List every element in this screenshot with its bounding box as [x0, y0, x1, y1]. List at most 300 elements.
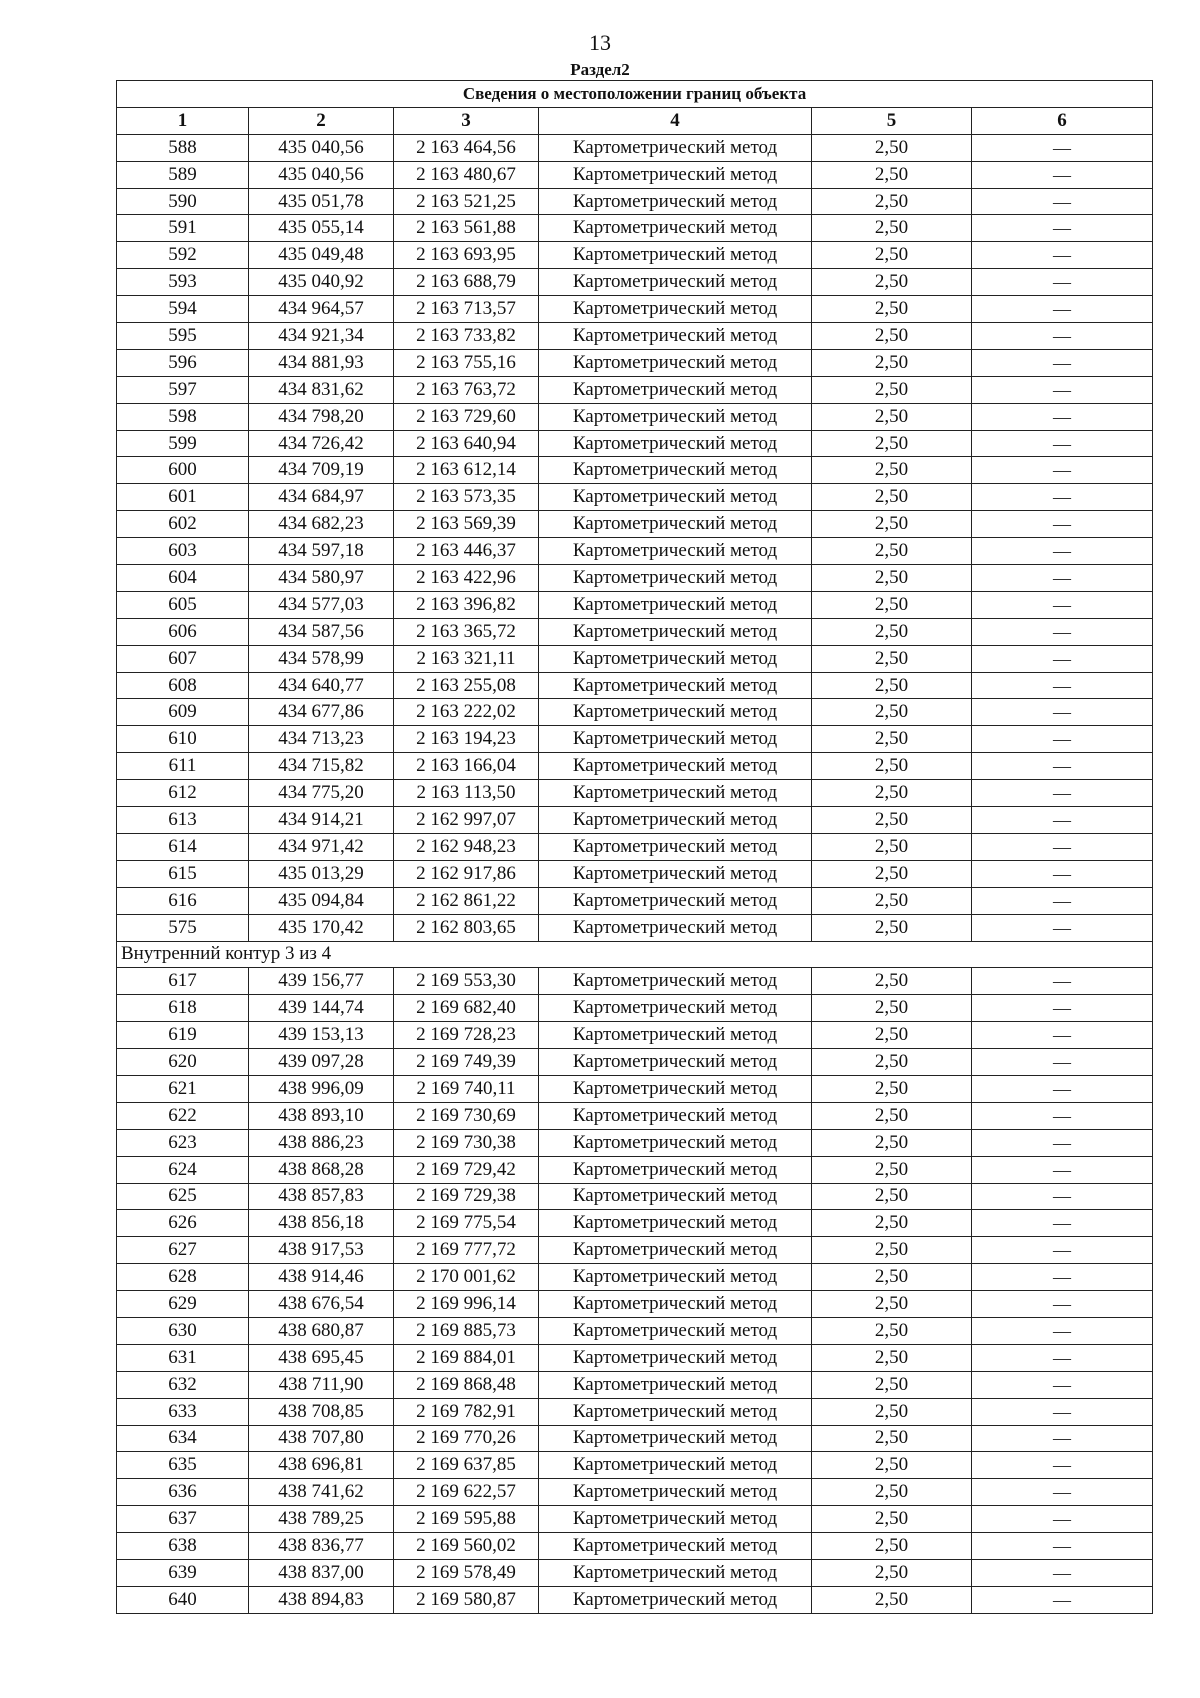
point-number-cell: 624 — [117, 1156, 249, 1183]
point-number-cell: 636 — [117, 1479, 249, 1506]
description-cell: — — [972, 807, 1153, 834]
method-cell: Картометрический метод — [539, 1317, 812, 1344]
table-row — [117, 1371, 1153, 1398]
x-coordinate-cell: 434 798,20 — [249, 403, 394, 430]
table-row — [117, 1398, 1153, 1425]
point-number-cell: 622 — [117, 1102, 249, 1129]
section-label: Раздел2 — [570, 60, 630, 79]
method-cell: Картометрический метод — [539, 269, 812, 296]
accuracy-cell: 2,50 — [812, 188, 972, 215]
accuracy-cell: 2,50 — [812, 860, 972, 887]
accuracy-cell: 2,50 — [812, 726, 972, 753]
x-coordinate-cell: 438 695,45 — [249, 1344, 394, 1371]
x-coordinate-cell: 438 886,23 — [249, 1129, 394, 1156]
description-cell: — — [972, 1049, 1153, 1076]
y-coordinate-cell: 2 169 595,88 — [394, 1506, 539, 1533]
description-cell: — — [972, 1237, 1153, 1264]
description-cell: — — [972, 134, 1153, 161]
method-cell: Картометрический метод — [539, 995, 812, 1022]
description-cell: — — [972, 538, 1153, 565]
x-coordinate-cell: 435 170,42 — [249, 914, 394, 941]
point-number-cell: 630 — [117, 1317, 249, 1344]
table-row — [117, 565, 1153, 592]
y-coordinate-cell: 2 163 688,79 — [394, 269, 539, 296]
y-coordinate-cell: 2 169 580,87 — [394, 1586, 539, 1613]
x-coordinate-cell: 439 156,77 — [249, 968, 394, 995]
table-row — [117, 699, 1153, 726]
column-header: 6 — [972, 107, 1153, 134]
column-header: 2 — [249, 107, 394, 134]
x-coordinate-cell: 438 914,46 — [249, 1264, 394, 1291]
y-coordinate-cell: 2 163 194,23 — [394, 726, 539, 753]
point-number-cell: 602 — [117, 511, 249, 538]
x-coordinate-cell: 435 040,56 — [249, 134, 394, 161]
accuracy-cell: 2,50 — [812, 914, 972, 941]
x-coordinate-cell: 439 097,28 — [249, 1049, 394, 1076]
description-cell: — — [972, 349, 1153, 376]
method-cell: Картометрический метод — [539, 645, 812, 672]
y-coordinate-cell: 2 169 578,49 — [394, 1559, 539, 1586]
point-number-cell: 604 — [117, 565, 249, 592]
method-cell: Картометрический метод — [539, 1533, 812, 1560]
y-coordinate-cell: 2 169 553,30 — [394, 968, 539, 995]
point-number-cell: 606 — [117, 618, 249, 645]
method-cell: Картометрический метод — [539, 161, 812, 188]
point-number-cell: 596 — [117, 349, 249, 376]
description-cell: — — [972, 161, 1153, 188]
method-cell: Картометрический метод — [539, 215, 812, 242]
table-row — [117, 269, 1153, 296]
y-coordinate-cell: 2 163 422,96 — [394, 565, 539, 592]
column-header: 3 — [394, 107, 539, 134]
point-number-cell: 605 — [117, 591, 249, 618]
x-coordinate-cell: 435 094,84 — [249, 887, 394, 914]
x-coordinate-cell: 434 597,18 — [249, 538, 394, 565]
description-cell: — — [972, 591, 1153, 618]
point-number-cell: 627 — [117, 1237, 249, 1264]
accuracy-cell: 2,50 — [812, 995, 972, 1022]
table-row — [117, 914, 1153, 941]
x-coordinate-cell: 438 894,83 — [249, 1586, 394, 1613]
table-row — [117, 780, 1153, 807]
x-coordinate-cell: 435 055,14 — [249, 215, 394, 242]
y-coordinate-cell: 2 163 166,04 — [394, 753, 539, 780]
table-caption: Сведения о местоположении границ объекта — [117, 81, 1153, 108]
description-cell: — — [972, 914, 1153, 941]
method-cell: Картометрический метод — [539, 833, 812, 860]
method-cell: Картометрический метод — [539, 565, 812, 592]
y-coordinate-cell: 2 163 729,60 — [394, 403, 539, 430]
x-coordinate-cell: 434 831,62 — [249, 376, 394, 403]
description-cell: — — [972, 699, 1153, 726]
table-row — [117, 1129, 1153, 1156]
y-coordinate-cell: 2 163 446,37 — [394, 538, 539, 565]
method-cell: Картометрический метод — [539, 1264, 812, 1291]
point-number-cell: 612 — [117, 780, 249, 807]
y-coordinate-cell: 2 169 884,01 — [394, 1344, 539, 1371]
method-cell: Картометрический метод — [539, 403, 812, 430]
description-cell: — — [972, 1317, 1153, 1344]
point-number-cell: 595 — [117, 323, 249, 350]
description-cell: — — [972, 1264, 1153, 1291]
point-number-cell: 617 — [117, 968, 249, 995]
point-number-cell: 639 — [117, 1559, 249, 1586]
accuracy-cell: 2,50 — [812, 968, 972, 995]
description-cell: — — [972, 484, 1153, 511]
description-cell: — — [972, 726, 1153, 753]
x-coordinate-cell: 438 707,80 — [249, 1425, 394, 1452]
x-coordinate-cell: 438 741,62 — [249, 1479, 394, 1506]
x-coordinate-cell: 434 640,77 — [249, 672, 394, 699]
table-row — [117, 1506, 1153, 1533]
x-coordinate-cell: 438 996,09 — [249, 1075, 394, 1102]
table-row — [117, 134, 1153, 161]
x-coordinate-cell: 438 917,53 — [249, 1237, 394, 1264]
accuracy-cell: 2,50 — [812, 699, 972, 726]
description-cell: — — [972, 1129, 1153, 1156]
accuracy-cell: 2,50 — [812, 538, 972, 565]
method-cell: Картометрический метод — [539, 699, 812, 726]
accuracy-cell: 2,50 — [812, 511, 972, 538]
accuracy-cell: 2,50 — [812, 591, 972, 618]
point-number-cell: 628 — [117, 1264, 249, 1291]
x-coordinate-cell: 434 709,19 — [249, 457, 394, 484]
x-coordinate-cell: 434 775,20 — [249, 780, 394, 807]
description-cell: — — [972, 403, 1153, 430]
table-row — [117, 376, 1153, 403]
x-coordinate-cell: 434 914,21 — [249, 807, 394, 834]
method-cell: Картометрический метод — [539, 1210, 812, 1237]
table-row — [117, 833, 1153, 860]
table-body — [117, 134, 1153, 1613]
y-coordinate-cell: 2 162 948,23 — [394, 833, 539, 860]
description-cell: — — [972, 457, 1153, 484]
column-header-row — [117, 107, 1153, 134]
y-coordinate-cell: 2 169 728,23 — [394, 1022, 539, 1049]
table-row — [117, 807, 1153, 834]
description-cell: — — [972, 1506, 1153, 1533]
x-coordinate-cell: 438 711,90 — [249, 1371, 394, 1398]
table-row — [117, 887, 1153, 914]
x-coordinate-cell: 438 856,18 — [249, 1210, 394, 1237]
y-coordinate-cell: 2 162 861,22 — [394, 887, 539, 914]
description-cell: — — [972, 1022, 1153, 1049]
table-row — [117, 1586, 1153, 1613]
table-row — [117, 1156, 1153, 1183]
y-coordinate-cell: 2 162 917,86 — [394, 860, 539, 887]
accuracy-cell: 2,50 — [812, 1425, 972, 1452]
point-number-cell: 629 — [117, 1291, 249, 1318]
y-coordinate-cell: 2 169 740,11 — [394, 1075, 539, 1102]
description-cell: — — [972, 1425, 1153, 1452]
description-cell: — — [972, 1075, 1153, 1102]
y-coordinate-cell: 2 162 803,65 — [394, 914, 539, 941]
description-cell: — — [972, 753, 1153, 780]
accuracy-cell: 2,50 — [812, 1237, 972, 1264]
x-coordinate-cell: 438 789,25 — [249, 1506, 394, 1533]
y-coordinate-cell: 2 163 763,72 — [394, 376, 539, 403]
x-coordinate-cell: 438 857,83 — [249, 1183, 394, 1210]
accuracy-cell: 2,50 — [812, 1264, 972, 1291]
table-row — [117, 1479, 1153, 1506]
table-row — [117, 538, 1153, 565]
y-coordinate-cell: 2 163 321,11 — [394, 645, 539, 672]
y-coordinate-cell: 2 163 464,56 — [394, 134, 539, 161]
y-coordinate-cell: 2 169 749,39 — [394, 1049, 539, 1076]
table-row — [117, 1022, 1153, 1049]
table-row — [117, 1533, 1153, 1560]
description-cell: — — [972, 1452, 1153, 1479]
point-number-cell: 614 — [117, 833, 249, 860]
point-number-cell: 610 — [117, 726, 249, 753]
x-coordinate-cell: 434 580,97 — [249, 565, 394, 592]
accuracy-cell: 2,50 — [812, 1586, 972, 1613]
point-number-cell: 613 — [117, 807, 249, 834]
y-coordinate-cell: 2 163 569,39 — [394, 511, 539, 538]
description-cell: — — [972, 1398, 1153, 1425]
accuracy-cell: 2,50 — [812, 753, 972, 780]
method-cell: Картометрический метод — [539, 1022, 812, 1049]
y-coordinate-cell: 2 163 396,82 — [394, 591, 539, 618]
y-coordinate-cell: 2 169 730,69 — [394, 1102, 539, 1129]
column-header: 5 — [812, 107, 972, 134]
point-number-cell: 608 — [117, 672, 249, 699]
table-row — [117, 242, 1153, 269]
point-number-cell: 620 — [117, 1049, 249, 1076]
point-number-cell: 590 — [117, 188, 249, 215]
x-coordinate-cell: 434 971,42 — [249, 833, 394, 860]
table-row — [117, 484, 1153, 511]
description-cell: — — [972, 323, 1153, 350]
method-cell: Картометрический метод — [539, 1291, 812, 1318]
point-number-cell: 638 — [117, 1533, 249, 1560]
accuracy-cell: 2,50 — [812, 780, 972, 807]
method-cell: Картометрический метод — [539, 914, 812, 941]
description-cell: — — [972, 269, 1153, 296]
table-row — [117, 323, 1153, 350]
accuracy-cell: 2,50 — [812, 1049, 972, 1076]
method-cell: Картометрический метод — [539, 511, 812, 538]
y-coordinate-cell: 2 163 113,50 — [394, 780, 539, 807]
contour-subheading-row — [117, 941, 1153, 968]
y-coordinate-cell: 2 169 775,54 — [394, 1210, 539, 1237]
table-row — [117, 968, 1153, 995]
y-coordinate-cell: 2 163 573,35 — [394, 484, 539, 511]
y-coordinate-cell: 2 169 777,72 — [394, 1237, 539, 1264]
accuracy-cell: 2,50 — [812, 1022, 972, 1049]
accuracy-cell: 2,50 — [812, 430, 972, 457]
method-cell: Картометрический метод — [539, 484, 812, 511]
description-cell: — — [972, 430, 1153, 457]
accuracy-cell: 2,50 — [812, 1075, 972, 1102]
y-coordinate-cell: 2 163 222,02 — [394, 699, 539, 726]
description-cell: — — [972, 1291, 1153, 1318]
point-number-cell: 616 — [117, 887, 249, 914]
accuracy-cell: 2,50 — [812, 1559, 972, 1586]
x-coordinate-cell: 438 893,10 — [249, 1102, 394, 1129]
accuracy-cell: 2,50 — [812, 134, 972, 161]
method-cell: Картометрический метод — [539, 1398, 812, 1425]
x-coordinate-cell: 434 715,82 — [249, 753, 394, 780]
description-cell: — — [972, 1479, 1153, 1506]
description-cell: — — [972, 860, 1153, 887]
y-coordinate-cell: 2 163 713,57 — [394, 296, 539, 323]
table-row — [117, 1291, 1153, 1318]
x-coordinate-cell: 434 577,03 — [249, 591, 394, 618]
description-cell: — — [972, 1210, 1153, 1237]
method-cell: Картометрический метод — [539, 376, 812, 403]
y-coordinate-cell: 2 169 729,42 — [394, 1156, 539, 1183]
description-cell: — — [972, 565, 1153, 592]
y-coordinate-cell: 2 163 733,82 — [394, 323, 539, 350]
accuracy-cell: 2,50 — [812, 1452, 972, 1479]
x-coordinate-cell: 439 144,74 — [249, 995, 394, 1022]
accuracy-cell: 2,50 — [812, 457, 972, 484]
method-cell: Картометрический метод — [539, 323, 812, 350]
method-cell: Картометрический метод — [539, 968, 812, 995]
point-number-cell: 633 — [117, 1398, 249, 1425]
y-coordinate-cell: 2 163 365,72 — [394, 618, 539, 645]
accuracy-cell: 2,50 — [812, 484, 972, 511]
y-coordinate-cell: 2 169 782,91 — [394, 1398, 539, 1425]
method-cell: Картометрический метод — [539, 1371, 812, 1398]
method-cell: Картометрический метод — [539, 1586, 812, 1613]
table-row — [117, 591, 1153, 618]
method-cell: Картометрический метод — [539, 430, 812, 457]
point-number-cell: 594 — [117, 296, 249, 323]
point-number-cell: 603 — [117, 538, 249, 565]
contour-subheading: Внутренний контур 3 из 4 — [117, 941, 1153, 968]
method-cell: Картометрический метод — [539, 457, 812, 484]
point-number-cell: 588 — [117, 134, 249, 161]
x-coordinate-cell: 435 040,92 — [249, 269, 394, 296]
point-number-cell: 597 — [117, 376, 249, 403]
point-number-cell: 637 — [117, 1506, 249, 1533]
x-coordinate-cell: 438 696,81 — [249, 1452, 394, 1479]
x-coordinate-cell: 434 713,23 — [249, 726, 394, 753]
accuracy-cell: 2,50 — [812, 1210, 972, 1237]
table-row — [117, 1075, 1153, 1102]
y-coordinate-cell: 2 170 001,62 — [394, 1264, 539, 1291]
table-row — [117, 511, 1153, 538]
method-cell: Картометрический метод — [539, 807, 812, 834]
y-coordinate-cell: 2 169 730,38 — [394, 1129, 539, 1156]
table-row — [117, 1452, 1153, 1479]
description-cell: — — [972, 1156, 1153, 1183]
column-header: 1 — [117, 107, 249, 134]
method-cell: Картометрический метод — [539, 296, 812, 323]
y-coordinate-cell: 2 169 996,14 — [394, 1291, 539, 1318]
table-row — [117, 1317, 1153, 1344]
x-coordinate-cell: 438 680,87 — [249, 1317, 394, 1344]
point-number-cell: 592 — [117, 242, 249, 269]
method-cell: Картометрический метод — [539, 1237, 812, 1264]
table-row — [117, 403, 1153, 430]
point-number-cell: 601 — [117, 484, 249, 511]
x-coordinate-cell: 434 677,86 — [249, 699, 394, 726]
accuracy-cell: 2,50 — [812, 1317, 972, 1344]
x-coordinate-cell: 434 726,42 — [249, 430, 394, 457]
table-row — [117, 1210, 1153, 1237]
x-coordinate-cell: 434 921,34 — [249, 323, 394, 350]
description-cell: — — [972, 780, 1153, 807]
accuracy-cell: 2,50 — [812, 833, 972, 860]
accuracy-cell: 2,50 — [812, 645, 972, 672]
y-coordinate-cell: 2 169 885,73 — [394, 1317, 539, 1344]
point-number-cell: 635 — [117, 1452, 249, 1479]
x-coordinate-cell: 434 964,57 — [249, 296, 394, 323]
x-coordinate-cell: 438 708,85 — [249, 1398, 394, 1425]
method-cell: Картометрический метод — [539, 1156, 812, 1183]
point-number-cell: 600 — [117, 457, 249, 484]
y-coordinate-cell: 2 169 560,02 — [394, 1533, 539, 1560]
point-number-cell: 634 — [117, 1425, 249, 1452]
method-cell: Картометрический метод — [539, 1559, 812, 1586]
description-cell: — — [972, 618, 1153, 645]
method-cell: Картометрический метод — [539, 887, 812, 914]
x-coordinate-cell: 435 051,78 — [249, 188, 394, 215]
table-row — [117, 860, 1153, 887]
x-coordinate-cell: 438 837,00 — [249, 1559, 394, 1586]
accuracy-cell: 2,50 — [812, 1129, 972, 1156]
x-coordinate-cell: 438 676,54 — [249, 1291, 394, 1318]
point-number-cell: 615 — [117, 860, 249, 887]
table-row — [117, 349, 1153, 376]
accuracy-cell: 2,50 — [812, 376, 972, 403]
point-number-cell: 618 — [117, 995, 249, 1022]
y-coordinate-cell: 2 163 693,95 — [394, 242, 539, 269]
accuracy-cell: 2,50 — [812, 618, 972, 645]
description-cell: — — [972, 672, 1153, 699]
accuracy-cell: 2,50 — [812, 1506, 972, 1533]
accuracy-cell: 2,50 — [812, 161, 972, 188]
x-coordinate-cell: 434 684,97 — [249, 484, 394, 511]
accuracy-cell: 2,50 — [812, 269, 972, 296]
x-coordinate-cell: 435 040,56 — [249, 161, 394, 188]
y-coordinate-cell: 2 169 729,38 — [394, 1183, 539, 1210]
description-cell: — — [972, 511, 1153, 538]
description-cell: — — [972, 1533, 1153, 1560]
method-cell: Картометрический метод — [539, 726, 812, 753]
table-row — [117, 753, 1153, 780]
table-row — [117, 188, 1153, 215]
accuracy-cell: 2,50 — [812, 215, 972, 242]
point-number-cell: 593 — [117, 269, 249, 296]
accuracy-cell: 2,50 — [812, 887, 972, 914]
method-cell: Картометрический метод — [539, 242, 812, 269]
y-coordinate-cell: 2 169 770,26 — [394, 1425, 539, 1452]
point-number-cell: 619 — [117, 1022, 249, 1049]
y-coordinate-cell: 2 169 637,85 — [394, 1452, 539, 1479]
point-number-cell: 609 — [117, 699, 249, 726]
point-number-cell: 621 — [117, 1075, 249, 1102]
table-row — [117, 618, 1153, 645]
accuracy-cell: 2,50 — [812, 672, 972, 699]
x-coordinate-cell: 434 682,23 — [249, 511, 394, 538]
y-coordinate-cell: 2 163 480,67 — [394, 161, 539, 188]
method-cell: Картометрический метод — [539, 1102, 812, 1129]
accuracy-cell: 2,50 — [812, 349, 972, 376]
accuracy-cell: 2,50 — [812, 242, 972, 269]
accuracy-cell: 2,50 — [812, 1156, 972, 1183]
table-row — [117, 726, 1153, 753]
table-row — [117, 296, 1153, 323]
page-number: 13 — [589, 30, 611, 55]
point-number-cell: 589 — [117, 161, 249, 188]
description-cell: — — [972, 376, 1153, 403]
table-row — [117, 1237, 1153, 1264]
method-cell: Картометрический метод — [539, 349, 812, 376]
